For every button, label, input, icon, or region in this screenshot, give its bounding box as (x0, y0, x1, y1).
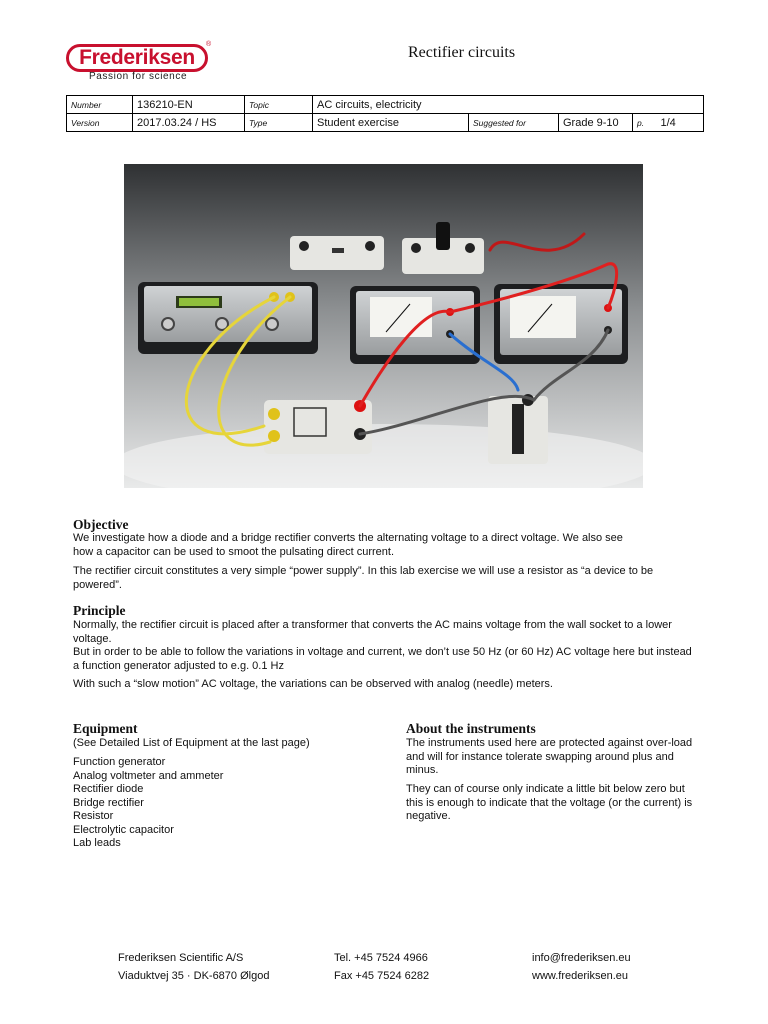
page-title: Rectifier circuits (408, 44, 516, 61)
footer-email-link[interactable]: info@frederiksen.eu (532, 952, 631, 964)
bridge-rectifier-module (264, 400, 372, 454)
principle-paragraph-1: Normally, the rectifier circuit is placed after a transformer that converts the AC mains voltage from the wall socket to a lower voltage. (73, 619, 672, 645)
page-value: 1/4 (657, 114, 704, 132)
about-heading: About the instruments (406, 721, 536, 736)
registered-mark: ® (206, 41, 212, 48)
footer-web-link[interactable]: www.frederiksen.eu (532, 970, 628, 982)
objective-heading: Objective (73, 517, 129, 532)
principle-paragraph-3: With such a “slow motion” AC voltage, the variations can be observed with analog (needle) meters. (73, 678, 553, 690)
footer-company: Frederiksen Scientific A/S (118, 952, 244, 964)
version-label: Version (67, 114, 133, 132)
objective-paragraph-2: The rectifier circuit constitutes a very simple “power supply”. In this lab exercise we will use a resistor as “a device to be powered”. (73, 565, 654, 591)
number-label: Number (67, 96, 133, 114)
list-item: Bridge rectifier (73, 796, 144, 809)
principle-paragraph-2: But in order to be able to follow the variations in voltage and current, we don’t use 50 Hz (or 60 Hz) AC voltage here but instead a function generator adjusted to e.g. 0.1 Hz (73, 646, 692, 672)
info-row-1 (67, 96, 704, 114)
page-label: p. (633, 114, 657, 132)
suggested-label: Suggested for (469, 114, 559, 132)
equipment-note: (See Detailed List of Equipment at the last page) (73, 737, 310, 749)
equipment-list (73, 756, 223, 851)
ammeter (350, 286, 480, 364)
list-item: Resistor (73, 810, 114, 822)
brand-logo-text: Frederiksen (79, 46, 195, 69)
list-item: Electrolytic capacitor (73, 823, 174, 836)
list-item: Analog voltmeter and ammeter (73, 769, 224, 782)
footer-fax: Fax +45 7524 6282 (334, 970, 430, 982)
experiment-setup-photo (124, 164, 643, 488)
function-generator (138, 282, 318, 354)
about-paragraph-1: The instruments used here are protected against over-load and will for instance tolerate swapping around plus and minus. (406, 737, 693, 776)
resistor-module (488, 394, 548, 464)
brand-logo (66, 44, 208, 72)
principle-heading: Principle (73, 603, 126, 618)
number-value: 136210-EN (133, 96, 245, 114)
list-item: Lab leads (73, 837, 121, 849)
diode-module (290, 236, 384, 270)
document-info-table (66, 95, 704, 132)
suggested-value: Grade 9-10 (559, 114, 633, 132)
equipment-heading: Equipment (73, 721, 138, 736)
footer-tel: Tel. +45 7524 4966 (334, 952, 428, 964)
list-item: Rectifier diode (73, 783, 144, 795)
list-item: Function generator (73, 756, 166, 768)
type-label: Type (245, 114, 313, 132)
info-row-2 (67, 114, 704, 132)
type-value: Student exercise (313, 114, 469, 132)
topic-value: AC circuits, electricity (313, 96, 704, 114)
objective-paragraph-1: We investigate how a diode and a bridge rectifier converts the alternating voltage to a direct voltage. We also see how a capacitor can be used to smoot the pulsating direct current. (73, 532, 623, 558)
footer-address: Viaduktvej 35 · DK-6870 Ølgod (118, 970, 270, 982)
topic-label: Topic (245, 96, 313, 114)
brand-tagline: Passion for science (89, 71, 188, 82)
version-value: 2017.03.24 / HS (133, 114, 245, 132)
about-paragraph-2: They can of course only indicate a little bit below zero but this is enough to indicate that the voltage (or the current) is negative. (406, 783, 693, 822)
